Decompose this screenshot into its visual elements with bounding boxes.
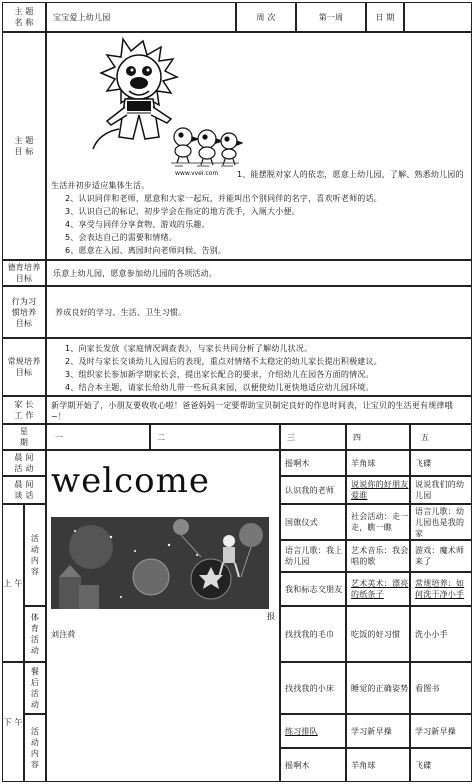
morning-activity-fri: 飞碟 xyxy=(410,450,472,476)
morning-talk-label: 晨 间 谈 话 xyxy=(2,476,46,504)
edge-char: 报 xyxy=(267,612,276,621)
pm-act-wed: 练习排队 xyxy=(280,714,346,748)
am-act3-thu: 艺术美术：漂亮的纸条子 xyxy=(346,572,410,606)
welcome-illustration xyxy=(51,517,269,609)
moral-goal-label: 德育培养目标 xyxy=(2,260,46,286)
am-pe-fri: 洗小小手 xyxy=(410,606,472,662)
am-pe-wed: 找找我的毛巾 xyxy=(280,606,346,662)
goal-item: 5、会表达自己的需要和情绪。 xyxy=(65,233,177,242)
theme-name-value: 宝宝爱上幼儿园 xyxy=(46,2,236,32)
pm-after-nap-thu: 睡觉的正确姿势 xyxy=(346,662,410,714)
am-act2-wed: 语言儿歌：我上幼儿园 xyxy=(280,540,346,572)
pm-after-nap-label: 餐 后 活 动 xyxy=(24,662,46,714)
weekday-wed: 三 xyxy=(280,424,346,450)
am-act1-thu: 社会活动：走一走，瞧一瞧 xyxy=(346,504,410,540)
welcome-image-cell xyxy=(46,450,280,782)
week-value: 第一周 xyxy=(296,2,366,32)
week-label: 周 次 xyxy=(236,2,296,32)
routine-item: 1、向家长发放《家庭情况调查表》，与家长共同分析了解幼儿状况。 xyxy=(65,344,313,353)
image-watermark: www.vvei.com xyxy=(175,170,219,177)
am-pe-thu: 吃饭的好习惯 xyxy=(346,606,410,662)
morning-talk-thu: 说说你的好朋友爱谁 xyxy=(346,476,410,504)
pm-activity-label: 活 动 内 容 xyxy=(24,714,46,782)
weekday-thu: 四 xyxy=(346,424,410,450)
habit-goal-text: 养成良好的学习、生活、卫生习惯。 xyxy=(46,286,472,338)
routine-goal-label: 常规培养目标 xyxy=(2,338,46,396)
am-pe-label: 体 育 活 动 xyxy=(24,606,46,662)
am-act3-wed: 我和标志交朋友 xyxy=(280,572,346,606)
weekday-tue: 二 xyxy=(150,424,280,450)
routine-item: 4、结合本主题，请家长给幼儿带一些玩具来园，以便使幼儿更快地适应幼儿园环境。 xyxy=(65,383,374,392)
am-act2-thu: 艺术音乐：我会唱的歌 xyxy=(346,540,410,572)
morning-talk-fri: 说说我们的幼儿园 xyxy=(410,476,472,504)
pm-last-wed: 摇啊木 xyxy=(280,748,346,782)
parent-work-label: 家 长 工 作 xyxy=(2,396,46,424)
pm-act-fri: 学习新早操 xyxy=(410,714,472,748)
morning-label: 上 午 xyxy=(2,504,24,662)
theme-goals-cell xyxy=(46,32,472,260)
date-label: 日 期 xyxy=(366,2,404,32)
parent-work-text: 新学期开始了，小朋友要收收心啦！爸爸妈妈一定要帮助宝贝制定良好的作息时间表，让宝贝的生活更有规律哦~！ xyxy=(46,396,472,424)
author-name: 刘注荷 xyxy=(51,630,76,639)
morning-activity-thu: 羊角球 xyxy=(346,450,410,476)
am-act3-fri: 常规培养：如何洗干净小手 xyxy=(410,572,472,606)
theme-name-label: 主 题 名 称 xyxy=(2,2,46,32)
theme-goals-label: 主 题 目 标 xyxy=(2,32,46,260)
pm-act-thu: 学习新早操 xyxy=(346,714,410,748)
routine-goal-list xyxy=(46,338,472,396)
pm-last-fri: 飞碟 xyxy=(410,748,472,782)
lion-cartoon-icon xyxy=(63,37,243,177)
moral-goal-text: 乐意上幼儿园，愿意参加幼儿园的各项活动。 xyxy=(46,260,472,286)
goal-list xyxy=(65,193,467,256)
balloons-girl-icon xyxy=(51,517,269,609)
afternoon-label: 下 午 xyxy=(2,662,24,782)
weekday-mon: 一 xyxy=(46,424,150,450)
goal-item: 4、享受与同伴分享食物、游戏的乐趣。 xyxy=(65,220,210,229)
goal-item: 3、认识自己的标记，初步学会在指定的地方洗手，入厕大小便。 xyxy=(65,207,300,216)
date-value xyxy=(404,2,472,32)
goal-item: 2、认识同伴和老师，愿意和大家一起玩，并能叫出个别同伴的名字，喜欢听老师的话。 xyxy=(65,194,382,203)
goal-item: 6、愿意在入园、离园时向老师问候、告别。 xyxy=(65,246,227,255)
am-activity-label: 活 动 内 容 xyxy=(24,504,46,606)
pm-last-thu: 羊角球 xyxy=(346,748,410,782)
routine-item: 2、及时与家长交谈幼儿入园后的表现，重点对情绪不太稳定的幼儿家长提出积极建议。 xyxy=(65,357,382,366)
routine-item: 3、组织家长参加新学期家长会，提出家长配合的要求，介绍幼儿在园各方面的情况。 xyxy=(65,370,374,379)
pm-after-nap-wed: 找找我的小床 xyxy=(280,662,346,714)
weekday-fri: 五 xyxy=(410,424,472,450)
lion-mascot-illustration xyxy=(63,37,243,177)
weekday-label: 星 期 xyxy=(2,424,46,450)
pm-after-nap-fri: 看图书 xyxy=(410,662,472,714)
welcome-title: welcome xyxy=(51,461,210,501)
morning-talk-wed: 认识我的老师 xyxy=(280,476,346,504)
habit-goal-label: 行为习惯培养目标 xyxy=(2,286,46,338)
morning-activity-label: 晨 间 活 动 xyxy=(2,450,46,476)
am-act1-wed: 国旗仪式 xyxy=(280,504,346,540)
goal-intro: 1、能摆脱对家人的依恋，愿意上幼儿园，了解、熟悉幼儿园的生活并初步适应集体生活。 xyxy=(51,170,464,190)
am-act2-fri: 游戏：魔术师来了 xyxy=(410,540,472,572)
am-act1-fri: 语言儿歌：幼儿园也是我的家 xyxy=(410,504,472,540)
morning-activity-wed: 摇啊木 xyxy=(280,450,346,476)
